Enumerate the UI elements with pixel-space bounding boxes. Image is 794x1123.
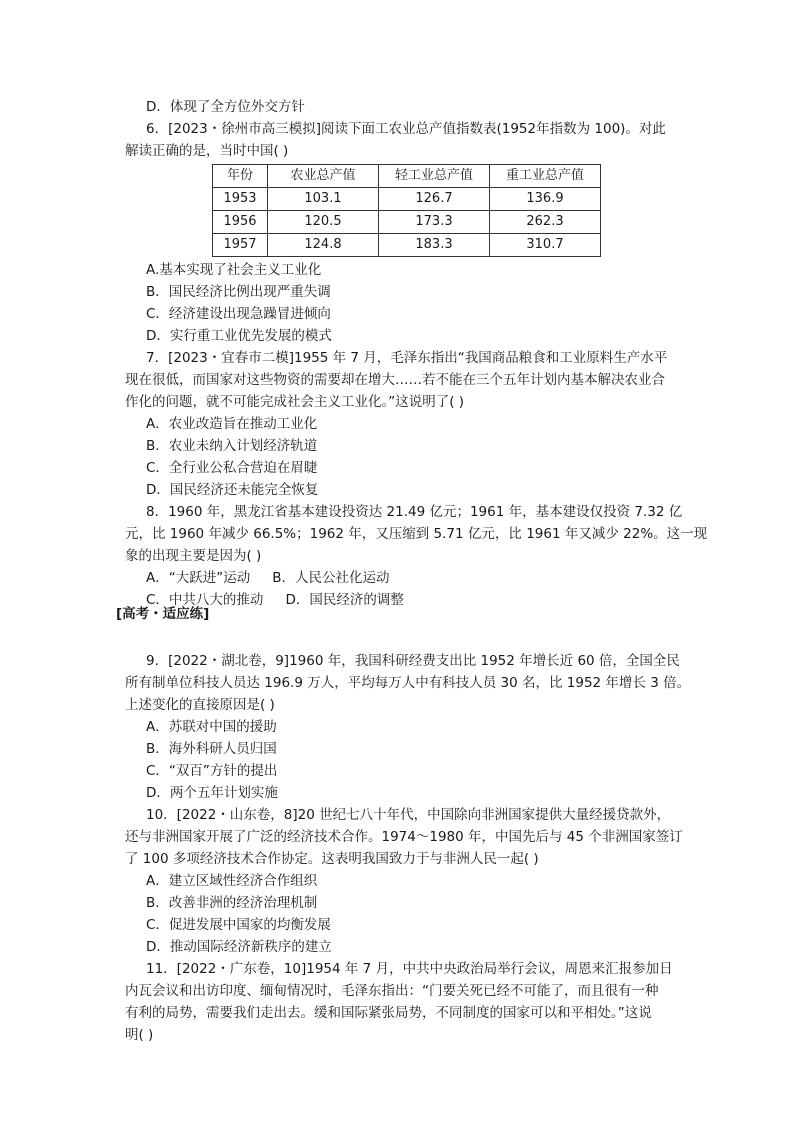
- q8-options-row2: [125, 589, 695, 611]
- q7-stem-line3: 作化的问题，就不可能完成社会主义工业化。”这说明了( ): [125, 394, 465, 410]
- q7-stem-line1: 7．[2023・宜春市二模]1955 年 7 月，毛泽东指出“我国商品粮食和工业原料生产水平: [146, 350, 668, 366]
- table-cell: 126.7: [379, 188, 490, 211]
- q8-stem-line3: 象的出现主要是因为( ): [125, 548, 262, 564]
- q7-option-a: A．农业改造旨在推动工业化: [146, 416, 318, 432]
- q11-stem-line4: 明( ): [125, 1027, 154, 1043]
- q9-stem-line3: 上述变化的直接原因是( ): [125, 697, 275, 713]
- q6-option-b: B．国民经济比例出现严重失调: [146, 284, 331, 300]
- table-cell: 1956: [213, 211, 268, 234]
- q6-stem-line1: 6．[2023・徐州市高三模拟]阅读下面工农业总产值指数表(1952年指数为 100)。对此: [146, 121, 666, 137]
- q9-option-c: C．“双百”方针的提出: [146, 763, 278, 779]
- q10-stem-line3: 了 100 多项经济技术合作协定。这表明我国致力于与非洲人民一起( ): [125, 851, 539, 867]
- q7-option-b: B．农业未纳入计划经济轨道: [146, 438, 318, 454]
- section-title: [高考・适应练]: [116, 606, 210, 622]
- q8-stem-line1: 8．1960 年，黑龙江省基本建设投资达 21.49 亿元；1961 年，基本建设仅投资 7.32 亿: [146, 504, 683, 520]
- q6-index-table-wrap: [212, 164, 695, 257]
- table-header-cell: 年份: [213, 165, 268, 188]
- q10-stem-line1: 10．[2022・山东卷，8]20 世纪七八十年代，中国除向非洲国家提供大量经援贷款外，: [146, 807, 671, 823]
- q5-option-d: D．体现了全方位外交方针: [146, 99, 305, 115]
- q10-stem-line2: 还与非洲国家开展了广泛的经济技术合作。1974～1980 年，中国先后与 45 个非洲国家签订: [125, 829, 683, 845]
- table-header-row: [213, 165, 601, 188]
- q8-stem-line2: 元，比 1960 年减少 66.5%；1962 年，又压缩到 5.71 亿元，比 1961 年又减少 22%。这一现: [125, 526, 708, 542]
- q10-option-a: A．建立区域性经济合作组织: [146, 873, 318, 889]
- table-cell: 1953: [213, 188, 268, 211]
- table-cell: 183.3: [379, 234, 490, 257]
- table-cell: 120.5: [268, 211, 379, 234]
- table-cell: 136.9: [490, 188, 601, 211]
- q8-option-b: B．人民公社化运动: [272, 570, 390, 586]
- q11-stem-line1: 11．[2022・广东卷，10]1954 年 7 月，中共中央政治局举行会议，周恩来汇报参加日: [146, 961, 673, 977]
- q10-option-b: B．改善非洲的经济治理机制: [146, 895, 318, 911]
- q10-option-c: C．促进发展中国家的均衡发展: [146, 917, 331, 933]
- content-top: [125, 96, 708, 611]
- q6-option-d: D．实行重工业优先发展的模式: [146, 328, 332, 344]
- q6-option-c: C．经济建设出现急躁冒进倾向: [146, 306, 331, 322]
- q6-stem-line2: 解读正确的是，当时中国( ): [125, 143, 289, 159]
- q10-option-d: D．推动国际经济新秩序的建立: [146, 939, 332, 955]
- table-cell: 310.7: [490, 234, 601, 257]
- q7-option-d: D．国民经济还未能完全恢复: [146, 482, 319, 498]
- table-cell: 103.1: [268, 188, 379, 211]
- table-cell: 1957: [213, 234, 268, 257]
- q8-option-a: A．“大跃进”运动: [146, 570, 251, 586]
- table-row: [213, 234, 601, 257]
- q11-stem-line2: 内瓦会议和出访印度、缅甸情况时，毛泽东指出：“门要关死已经不可能了，而且很有一种: [125, 983, 659, 999]
- q7-option-c: C．全行业公私合营迫在眉睫: [146, 460, 318, 476]
- q8-options-row1: [125, 567, 695, 589]
- q8-option-c: C．中共八大的推动: [146, 592, 264, 608]
- table-row: [213, 211, 601, 234]
- q8-option-d: D．国民经济的调整: [285, 592, 404, 608]
- table-cell: 173.3: [379, 211, 490, 234]
- table-row: [213, 188, 601, 211]
- q9-option-d: D．两个五年计划实施: [146, 785, 278, 801]
- q9-stem-line1: 9．[2022・湖北卷，9]1960 年，我国科研经费支出比 1952 年增长近 60 倍，全国全民: [146, 653, 680, 669]
- table-header-cell: 轻工业总产值: [379, 165, 490, 188]
- q7-stem-line2: 现在很低，而国家对这些物资的需要却在增大……若不能在三个五年计划内基本解决农业合: [125, 372, 665, 388]
- q11-stem-line3: 有利的局势，需要我们走出去。缓和国际紧张局势，不同制度的国家可以和平相处。”这说: [125, 1005, 652, 1021]
- table-header-cell: 重工业总产值: [490, 165, 601, 188]
- content-bottom: [125, 650, 695, 1046]
- table-header-cell: 农业总产值: [268, 165, 379, 188]
- q6-index-table: [212, 164, 601, 257]
- q9-option-a: A．苏联对中国的援助: [146, 719, 277, 735]
- table-cell: 124.8: [268, 234, 379, 257]
- q6-option-a: A.基本实现了社会主义工业化: [146, 262, 322, 278]
- table-cell: 262.3: [490, 211, 601, 234]
- q9-stem-line2: 所有制单位科技人员达 196.9 万人，平均每万人中有科技人员 30 名，比 1952 年增长 3 倍。: [125, 675, 691, 691]
- q9-option-b: B．海外科研人员归国: [146, 741, 277, 757]
